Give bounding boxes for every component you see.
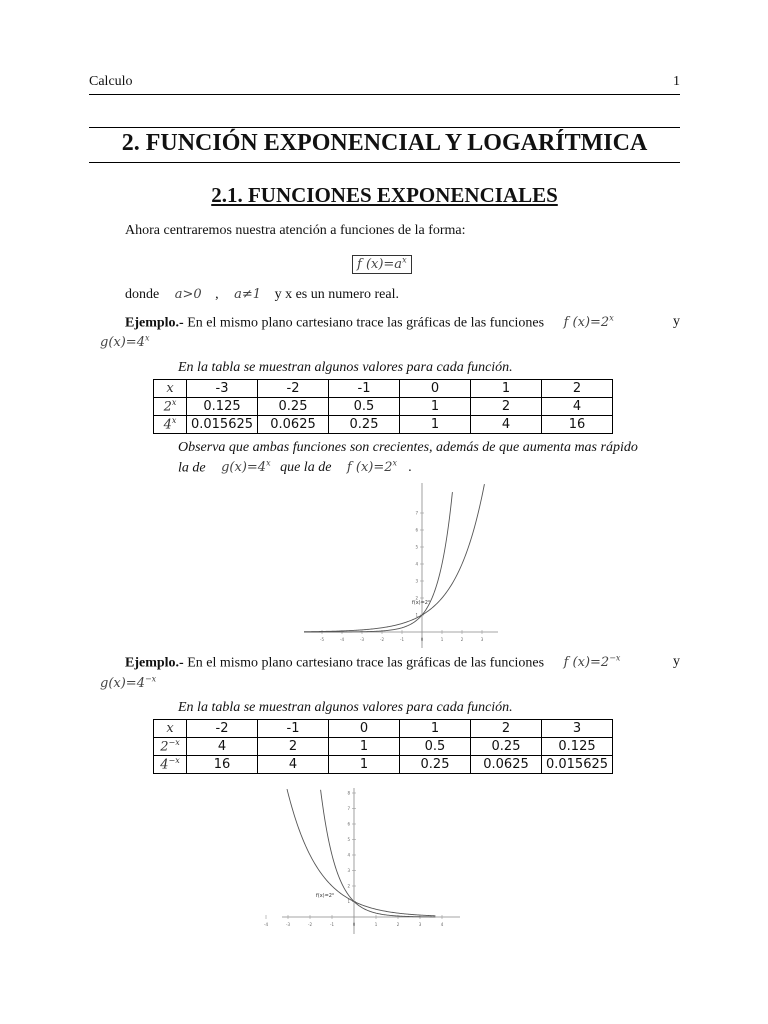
conditions-comma: , [215, 287, 219, 302]
y-tick-label: 1 [415, 612, 418, 618]
example1-text: En el mismo plano cartesiano trace las gráficas de las funciones [187, 315, 545, 331]
table-row [154, 756, 613, 774]
header-title: Calculo [89, 74, 133, 89]
table-cell: -1 [329, 380, 400, 398]
example2-g-exp: −x [144, 674, 157, 684]
example2-g-text: g(x)=4 [100, 676, 145, 691]
table-cell: -2 [187, 720, 258, 738]
y-tick-label: 3 [347, 868, 350, 873]
example2-text: En el mismo plano cartesiano trace las gráficas de las funciones [187, 655, 545, 671]
table-x-label: x [154, 720, 187, 738]
example1-line1 [125, 314, 680, 331]
example1-caption: En la tabla se muestran algunos valores para cada función. [178, 360, 513, 375]
example1-label: Ejemplo.- [125, 315, 184, 331]
y-tick-label: 6 [347, 821, 350, 827]
curve-label-exponent: x [332, 892, 335, 896]
table-x-label: x [154, 380, 187, 398]
graph-increasing-exponentials [300, 480, 500, 652]
x-tick-label: 2 [396, 922, 400, 927]
curve [321, 790, 436, 917]
x-tick-label: -2 [380, 637, 384, 642]
y-tick-label: 2 [347, 883, 350, 889]
graph-decreasing-exponentials [264, 784, 464, 936]
table-cell: 1 [400, 398, 471, 416]
example1-f-exp: x [609, 314, 614, 323]
table-cell: -2 [258, 380, 329, 398]
x-tick-label: 0 [420, 637, 424, 642]
x-tick-label: -3 [360, 637, 364, 642]
chapter-title: 2. FUNCIÓN EXPONENCIAL Y LOGARÍTMICA [121, 130, 648, 156]
example2-label: Ejemplo.- [125, 655, 184, 671]
table-cell: 1 [400, 720, 471, 738]
x-tick-label: 4 [440, 922, 444, 927]
table-cell: 4 [471, 416, 542, 434]
x-tick-label: 1 [374, 922, 378, 927]
table-cell: 4 [542, 398, 613, 416]
table-cell: 1 [471, 380, 542, 398]
table-cell: 16 [542, 416, 613, 434]
main-formula-text: f (x)=a [357, 257, 403, 272]
main-formula-exponent: x [402, 255, 407, 265]
running-header [89, 74, 680, 90]
table-cell: 0.0625 [471, 756, 542, 774]
table-cell: 2 [471, 720, 542, 738]
conditions-rest: y x es un numero real. [274, 287, 399, 302]
x-tick-label: 2 [460, 637, 464, 642]
table-row [154, 398, 613, 416]
example1-f [564, 315, 614, 330]
y-tick-label: 7 [415, 510, 418, 516]
curve [287, 789, 435, 916]
table-cell: -1 [258, 720, 329, 738]
table-row-label: 2$^x$ [154, 398, 187, 416]
note-f-exp: x [392, 459, 398, 468]
y-tick-label: 5 [415, 544, 418, 550]
x-tick-label: -2 [308, 922, 312, 927]
example2-f [564, 655, 621, 670]
header-divider [89, 94, 680, 95]
note-text: que la de [280, 460, 332, 476]
table-cell: 0.015625 [187, 416, 258, 434]
example2-f-exp: −x [609, 654, 621, 663]
table-row-label: $2^{-x}$ [154, 738, 187, 756]
intro-paragraph: Ahora centraremos nuestra atención a funciones de la forma: [125, 223, 466, 238]
table-cell: 0 [400, 380, 471, 398]
example2-table [153, 719, 613, 774]
table-cell: -3 [187, 380, 258, 398]
x-tick-label: -4 [340, 637, 344, 642]
y-tick-label: 6 [415, 527, 418, 533]
table-cell: 0.5 [329, 398, 400, 416]
table-row [154, 738, 613, 756]
table-cell: 0.25 [400, 756, 471, 774]
table-cell: 1 [400, 416, 471, 434]
example2-y: y [673, 654, 680, 669]
y-tick-label: 2 [415, 595, 418, 601]
y-tick-label: 8 [347, 790, 350, 796]
y-tick-label: 7 [347, 806, 350, 811]
table-cell: 0.015625 [542, 756, 613, 774]
curve [304, 484, 484, 632]
x-tick-label: 3 [480, 637, 484, 642]
table-cell: 0.25 [471, 738, 542, 756]
curve-label: $f(x)=2^x$ [412, 599, 431, 606]
x-tick-label: 3 [418, 922, 422, 927]
table-row [154, 416, 613, 434]
curve-label: $f(x)=2^x$ [316, 892, 335, 899]
table-cell: 4 [187, 738, 258, 756]
example1-g [100, 333, 149, 351]
table-row-label: 4$^x$ [154, 416, 187, 434]
table-cell: 2 [258, 738, 329, 756]
y-tick-label: 5 [347, 837, 350, 842]
example1-g-exp: x [144, 333, 150, 343]
x-tick-label: -5 [320, 637, 324, 642]
table-cell: 1 [329, 756, 400, 774]
donde-word: donde [125, 287, 160, 302]
example2-g [100, 674, 156, 692]
example2-f-text: f (x)=2 [563, 655, 610, 671]
x-tick-label: 1 [440, 637, 444, 642]
x-tick-label: 0 [352, 922, 356, 927]
table-cell: 1 [329, 738, 400, 756]
example1-note-line2 [178, 459, 412, 476]
example2-caption: En la tabla se muestran algunos valores para cada función. [178, 700, 513, 715]
section-title: 2.1. FUNCIONES EXPONENCIALES [211, 183, 558, 207]
example1-table [153, 379, 613, 434]
conditions-line [125, 287, 399, 303]
table-cell: 0.5 [400, 738, 471, 756]
table-row-label: $4^{-x}$ [154, 756, 187, 774]
x-tick-label: -1 [400, 637, 404, 642]
table-cell: 0.125 [542, 738, 613, 756]
y-tick-label: 1 [347, 899, 350, 904]
x-tick-label: -1 [330, 922, 334, 927]
condition-positive: a>0 [174, 287, 202, 302]
x-tick-label: -4 [264, 922, 268, 927]
example1-g-text: g(x)=4 [100, 335, 145, 350]
note-text: la de [178, 460, 206, 476]
curve-label-exponent: x [428, 599, 431, 603]
note-text: . [408, 460, 413, 476]
table-cell: 4 [258, 756, 329, 774]
curve [304, 492, 452, 632]
table-cell: 0.25 [329, 416, 400, 434]
example1-y: y [673, 314, 680, 329]
chapter-rule-bottom [89, 162, 680, 163]
example1-f-text: f (x)=2 [563, 315, 610, 331]
example1-note-line1: Observa que ambas funciones son crecientes, además de que aumenta mas rápido [178, 440, 638, 455]
table-cell: 0.25 [258, 398, 329, 416]
table-row [154, 380, 613, 398]
main-formula [352, 255, 412, 273]
table-cell: 2 [542, 380, 613, 398]
y-tick-label: 3 [415, 578, 418, 584]
example2-line1 [125, 654, 680, 671]
note-g: g(x)=4 [221, 460, 267, 476]
note-f: f (x)=2 [346, 460, 393, 476]
note-g-exp: x [266, 459, 271, 468]
table-row [154, 720, 613, 738]
page-number: 1 [673, 74, 680, 89]
condition-not-one: a≠1 [234, 287, 262, 302]
table-cell: 16 [187, 756, 258, 774]
table-cell: 0 [329, 720, 400, 738]
y-tick-label: 4 [347, 852, 350, 858]
table-cell: 2 [471, 398, 542, 416]
table-cell: 3 [542, 720, 613, 738]
chapter-rule-top [89, 127, 680, 128]
y-tick-label: 4 [415, 561, 418, 567]
table-cell: 0.0625 [258, 416, 329, 434]
x-tick-label: -3 [286, 922, 290, 927]
table-cell: 0.125 [187, 398, 258, 416]
